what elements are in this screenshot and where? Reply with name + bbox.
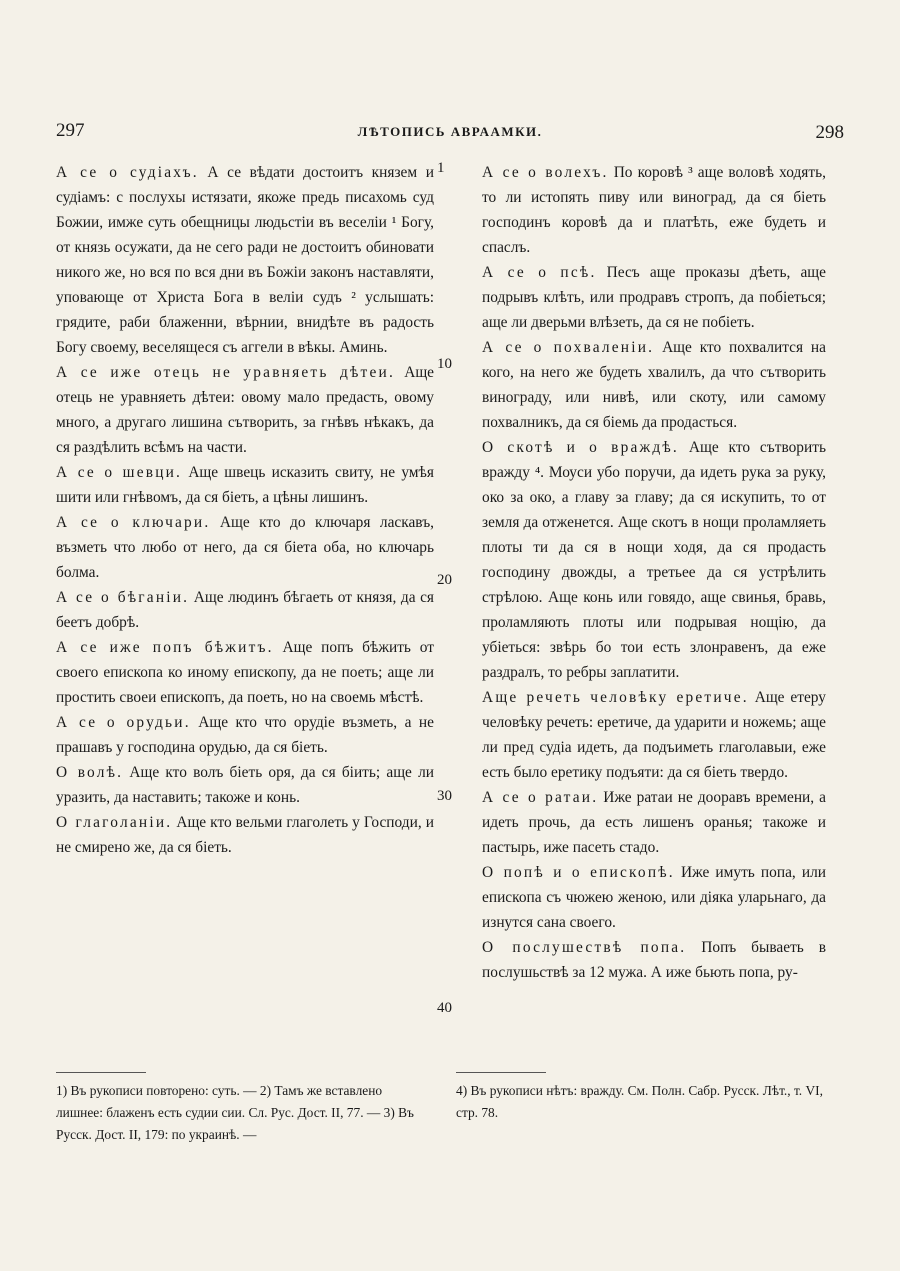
footnote-rule (456, 1072, 546, 1073)
entry-text: По коровѣ ³ аще воловѣ ходять, то ли истопять пиву или виноград, да ся біеть господинъ коровѣ да и платѣть, еже будеть и спаслъ. (482, 164, 826, 256)
entry-heading: О скотѣ и о враждѣ. (482, 439, 679, 456)
entry-heading: А се о волехъ. (482, 164, 609, 181)
page-header (0, 118, 900, 148)
entry-heading: О волѣ. (56, 764, 124, 781)
footnotes-right: 4) Въ рукописи нѣтъ: вражду. См. Полн. Сабр. Русск. Лѣт., т. VI, стр. 78. (456, 1083, 823, 1120)
entry-heading: А се о псѣ. (482, 264, 597, 281)
entry (56, 710, 434, 760)
entry-heading: А се о бѣганіи. (56, 589, 190, 606)
entry (56, 510, 434, 585)
entry-text: Песъ аще проказы дѣеть, аще подрывъ клѣть, или продравъ стропъ, да побіеться; аще ли дверьми влѣзеть, да ся не побіеть. (482, 264, 826, 331)
entry (56, 360, 434, 460)
entry (482, 685, 826, 785)
entry (56, 585, 434, 635)
entry (56, 635, 434, 710)
entry (56, 460, 434, 510)
entry-heading: О глаголаніи. (56, 814, 173, 831)
entry (56, 160, 434, 360)
entry (56, 760, 434, 810)
entry-heading: Аще речеть человѣку еретиче. (482, 689, 749, 706)
entry (482, 860, 826, 935)
entry-text: А се вѣдати достоитъ князем и судіамъ: с послухы истязати, якоже предь писахомь суд Божии, имже суть обещницы людьстіи въ веселіи ¹ Богу, от князь осужати, да не сего ради не достоитъ обиновати никого же, но вся по вся дни въ Божіи законъ наставляти, уповающе от Христа Бога в веліи судъ ² услышать: грядите, раби блаженни, вѣрнии, внидѣте въ радость Богу своему, веселящеся съ аггели в вѣкы. Аминь. (56, 164, 434, 356)
page-number-left: 297 (56, 120, 85, 141)
entry-heading: А се о ратаи. (482, 789, 599, 806)
entry (482, 260, 826, 335)
entry-text: Иже ратаи не дооравъ времени, а идеть прочь, да есть лишенъ оранья; такоже и пастырь, иже пасеть стадо. (482, 789, 826, 856)
entry-text: Аще етеру человѣку речеть: еретиче, да ударити и ножемь; аще ли пред судіа идеть, да подъиметь глаголавыи, еже есть было еретику подъяти: да ся біеть твердо. (482, 689, 826, 781)
right-column (482, 160, 826, 985)
entry-text: Аще швець исказить свиту, не умѣя шити или гнѣвомъ, да ся біеть, а цѣны лишинъ. (56, 464, 434, 506)
entry (482, 435, 826, 685)
entry-heading: А се иже отець не уравняеть дѣтеи. (56, 364, 395, 381)
page-number-right: 298 (815, 122, 844, 143)
footnote-rule (56, 1072, 146, 1073)
entry-text: Аще людинъ бѣгаеть от князя, да ся беетъ добрѣ. (56, 589, 434, 631)
entry (482, 160, 826, 260)
entry-heading: А се о судіахъ. (56, 164, 199, 181)
entry-text: Аще отець не уравняеть дѣтеи: овому мало предасть, овому много, а другаго лишина сътворить, за гнѣвъ нѣкакъ, да ся раздѣлить всѣмъ на части. (56, 364, 434, 456)
entry-text: Иже имуть попа, или епископа съ чюжею женою, или діяка уларьнаго, да изнутся сана своего. (482, 864, 826, 931)
entry (56, 810, 434, 860)
entry-text: Аще кто сътворить вражду ⁴. Моуси убо поручи, да идеть рука за руку, око за око, а главу за главу; да ся искупить, то от земля да отженется. Аще скотъ в нощи проламляеть плоты ти да ся в нощи ходя, да ся продасть господину двожды, а третьее да ся устрѣлить стрѣлою. Аще конь или говядо, аще свинья, бравь, проламляють плоты или подрывая нощію, да убіеться: звѣрь бо тои есть злонравенъ, да еже раздралъ, то ребры заплатити. (482, 439, 826, 681)
entry-heading: А се иже попъ бѣжитъ. (56, 639, 274, 656)
line-number: 40 (437, 1000, 452, 1016)
line-number: 20 (437, 572, 452, 588)
entry-text: Аще кто до ключаря ласкавъ, възметь что любо от него, да ся біета оба, но ключарь болма. (56, 514, 434, 581)
entry (482, 785, 826, 860)
entry-text: Аще кто что орудіе възметь, а не прашавъ у господина орудью, да ся біеть. (56, 714, 434, 756)
running-title: ЛѢТОПИСЬ АВРААМКИ. (357, 124, 543, 139)
line-number: 1 (437, 160, 445, 176)
entry-heading: О попѣ и о епископѣ. (482, 864, 675, 881)
line-number: 30 (437, 788, 452, 804)
entry-heading: А се о орудьи. (56, 714, 191, 731)
entry (482, 935, 826, 985)
entry-text: Аще кто вельми глаголеть у Господи, и не смирено же, да ся біеть. (56, 814, 434, 856)
entry-heading: А се о шевци. (56, 464, 183, 481)
entry (482, 335, 826, 435)
entry-text: Попъ бываеть в послушьствѣ за 12 мужа. А иже бьють попа, ру- (482, 939, 826, 981)
entry-text: Аще кто волъ біеть оря, да ся біить; аще ли уразить, да наставить; такоже и конь. (56, 764, 434, 806)
entry-heading: О послушествѣ попа. (482, 939, 687, 956)
entry-text: Аще попъ бѣжить от своего епископа ко иному епископу, да не поеть; аще ли простить своеи епископъ, да поеть, но на своемь мѣстѣ. (56, 639, 434, 706)
line-number: 10 (437, 356, 452, 372)
entry-heading: А се о ключари. (56, 514, 211, 531)
left-column (56, 160, 434, 860)
footnotes-left: 1) Въ рукописи повторено: суть. — 2) Тамъ же вставлено лишнее: блаженъ есть судии сии. Сл. Рус. Дост. II, 77. — 3) Въ Русск. Дост. II, 179: по украинѣ. — (56, 1083, 414, 1142)
entry-text: Аще кто похвалится на кого, на него же будеть хвалилъ, да что сътворить винограду, или нивѣ, или скоту, или самому похвалникъ, да ся біемь да продасться. (482, 339, 826, 431)
entry-heading: А се о похваленіи. (482, 339, 655, 356)
